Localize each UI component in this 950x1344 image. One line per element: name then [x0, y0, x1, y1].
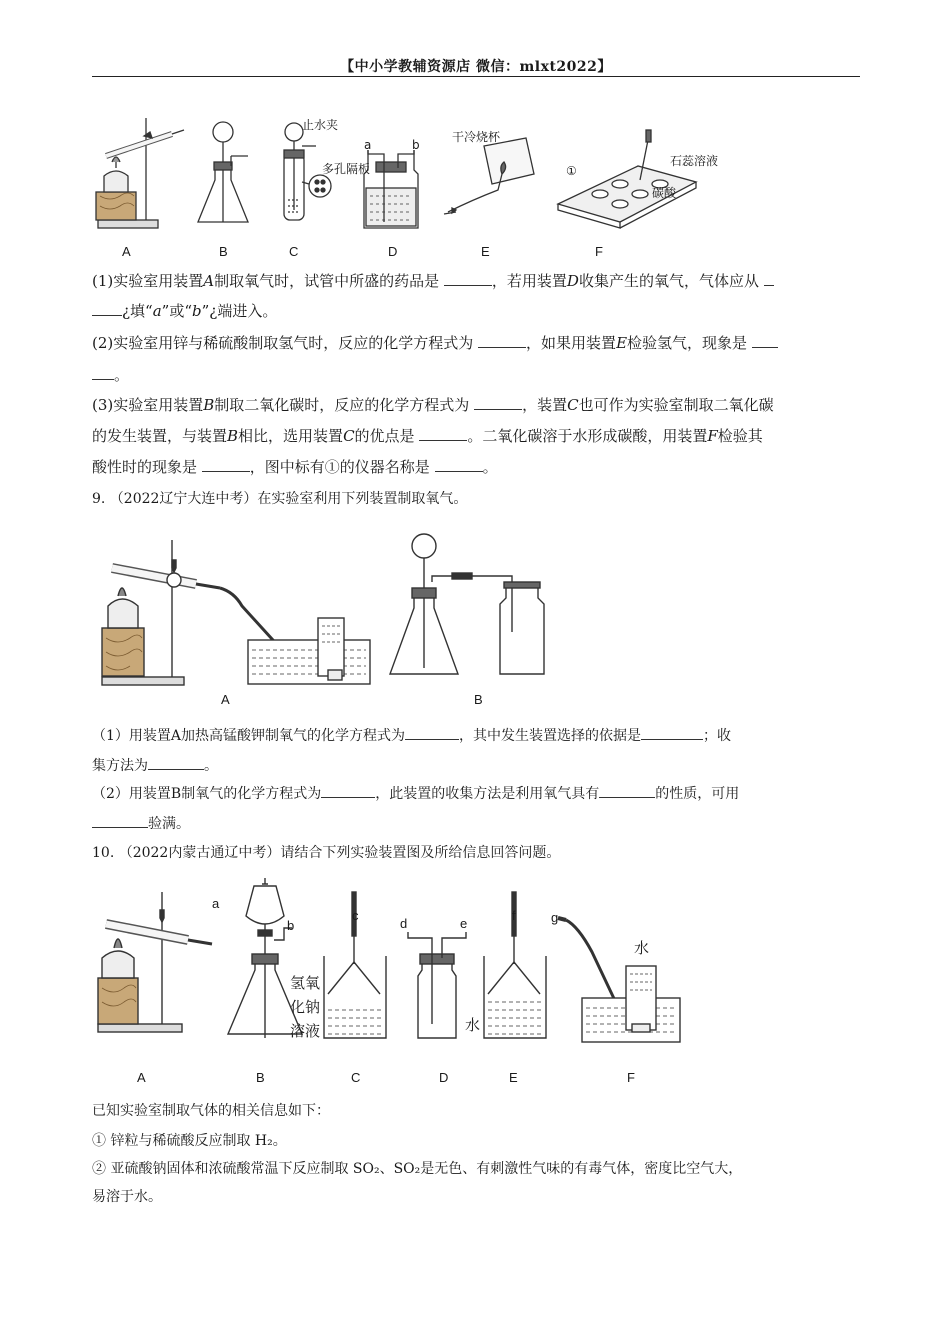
q9-apparatus-b	[390, 534, 544, 674]
label-b: B	[219, 244, 228, 259]
q9-label-a: A	[221, 692, 230, 707]
answer-blank[interactable]	[435, 457, 483, 472]
q8-line-5: (3)实验室用装置B制取二氧化碳时，反应的化学方程式为 ，装置C也可作为实验室制取二氧化碳	[92, 396, 774, 414]
label-a: A	[122, 244, 131, 259]
naoh-label-2: 化钠	[290, 998, 321, 1016]
answer-blank[interactable]	[202, 457, 250, 472]
figure-q9-apparatus	[92, 522, 562, 692]
q10-info-2b: 易溶于水。	[92, 1189, 162, 1205]
answer-blank[interactable]	[478, 333, 526, 348]
q9-line-4: 验满。	[92, 813, 190, 835]
label-d: D	[388, 244, 398, 259]
q10-label-d: D	[439, 1070, 449, 1085]
answer-blank[interactable]	[444, 271, 492, 286]
label-f: F	[595, 244, 603, 259]
tag-a: a	[364, 138, 372, 152]
apparatus-a-heating	[96, 118, 184, 228]
q8-line-7: 酸性时的现象是 ，图中标有①的仪器名称是 。	[92, 458, 498, 476]
q10-tag-b: b	[287, 918, 295, 933]
q10-label-f: F	[627, 1070, 635, 1085]
naoh-label-1: 氢氧	[290, 974, 321, 992]
q10-tag-d: d	[400, 916, 408, 931]
q10-apparatus-f	[558, 918, 680, 1042]
q10-tag-e: e	[460, 916, 468, 931]
q10-tag-c: c	[352, 908, 359, 923]
figure-q8-apparatus	[88, 110, 748, 240]
answer-blank[interactable]	[92, 813, 148, 828]
q8-line-4: 。	[92, 364, 129, 386]
q9-line-3: （2）用装置B制氧气的化学方程式为 ，此装置的收集方法是利用氧气具有 的性质，可用	[92, 783, 739, 805]
answer-blank[interactable]	[92, 365, 114, 380]
q9-label-b: B	[474, 692, 483, 707]
label-c: C	[289, 244, 299, 259]
q8-line-2: ¿填“a”或“b”¿端进入。	[92, 300, 277, 322]
page-header: 【中小学教辅资源店 微信：mlxt2022】	[340, 59, 612, 75]
q10-apparatus-a	[98, 892, 212, 1032]
apparatus-d-gas-bottle	[364, 150, 418, 228]
q10-title: 10. （2022内蒙古通辽中考）请结合下列实验装置图及所给信息回答问题。	[92, 845, 561, 861]
answer-blank[interactable]	[321, 783, 375, 798]
answer-blank[interactable]	[92, 301, 122, 316]
apparatus-f-spot-plate	[558, 130, 696, 228]
tag-stop-clip: 止水夹	[302, 118, 339, 132]
answer-blank[interactable]	[419, 426, 467, 441]
water-label-f: 水	[634, 939, 650, 957]
q10-apparatus-d	[408, 932, 466, 1038]
q9-line-2: 集方法为 。	[92, 755, 218, 777]
q10-info-2a: ② 亚硫酸钠固体和浓硫酸常温下反应制取 SO₂、SO₂是无色、有刺激性气味的有毒气体，密度比空气大，	[92, 1161, 743, 1177]
answer-blank[interactable]	[148, 755, 204, 770]
q8-line-6: 的发生装置，与装置B相比，选用装置C的优点是 。二氧化碳溶于水形成碳酸，用装置F检验其	[92, 427, 763, 445]
answer-blank[interactable]	[641, 725, 703, 740]
q10-tag-g: g	[551, 910, 559, 925]
q10-label-e: E	[509, 1070, 518, 1085]
tag-circle-1: ①	[566, 164, 577, 178]
label-e: E	[481, 244, 490, 259]
tag-litmus: 石蕊溶液	[670, 154, 719, 168]
answer-blank[interactable]	[752, 333, 778, 348]
naoh-label-3: 溶液	[290, 1022, 321, 1040]
answer-blank[interactable]	[599, 783, 655, 798]
header-rule	[92, 76, 860, 77]
q10-label-c: C	[351, 1070, 361, 1085]
q9-title: 9. （2022辽宁大连中考）在实验室利用下列装置制取氧气。	[92, 491, 468, 507]
q10-tag-f: f	[512, 908, 516, 923]
tag-dry-beaker: 干冷烧杯	[452, 130, 501, 144]
q8-line-3: (2)实验室用锌与稀硫酸制取氢气时，反应的化学方程式为 ，如果用装置E检验氢气，现象是	[92, 332, 778, 354]
figure-q10-apparatus	[92, 874, 692, 1059]
answer-blank[interactable]	[405, 725, 459, 740]
tag-carbonic-acid: 碳酸	[652, 186, 677, 200]
q10-tag-a: a	[212, 896, 220, 911]
apparatus-b-flask	[198, 122, 248, 222]
tag-porous-plate: 多孔隔板	[322, 162, 371, 176]
answer-blank[interactable]	[474, 395, 522, 410]
q10-info-title: 已知实验室制取气体的相关信息如下：	[92, 1103, 330, 1119]
apparatus-e-dry-beaker	[444, 138, 534, 214]
answer-blank[interactable]	[764, 271, 774, 286]
q10-label-b: B	[256, 1070, 265, 1085]
q9-line-1: （1）用装置A加热高锰酸钾制氧气的化学方程式为 ，其中发生装置选择的依据是 ；收	[92, 725, 731, 747]
water-label-e: 水	[465, 1016, 481, 1034]
q10-info-1: ① 锌粒与稀硫酸反应制取 H₂。	[92, 1133, 287, 1149]
tag-b: b	[412, 138, 420, 152]
q9-apparatus-a	[102, 540, 370, 685]
q10-label-a: A	[137, 1070, 146, 1085]
q8-line-1: (1)实验室用装置A制取氧气时，试管中所盛的药品是 ，若用装置D收集产生的氧气，气体应从	[92, 270, 774, 292]
